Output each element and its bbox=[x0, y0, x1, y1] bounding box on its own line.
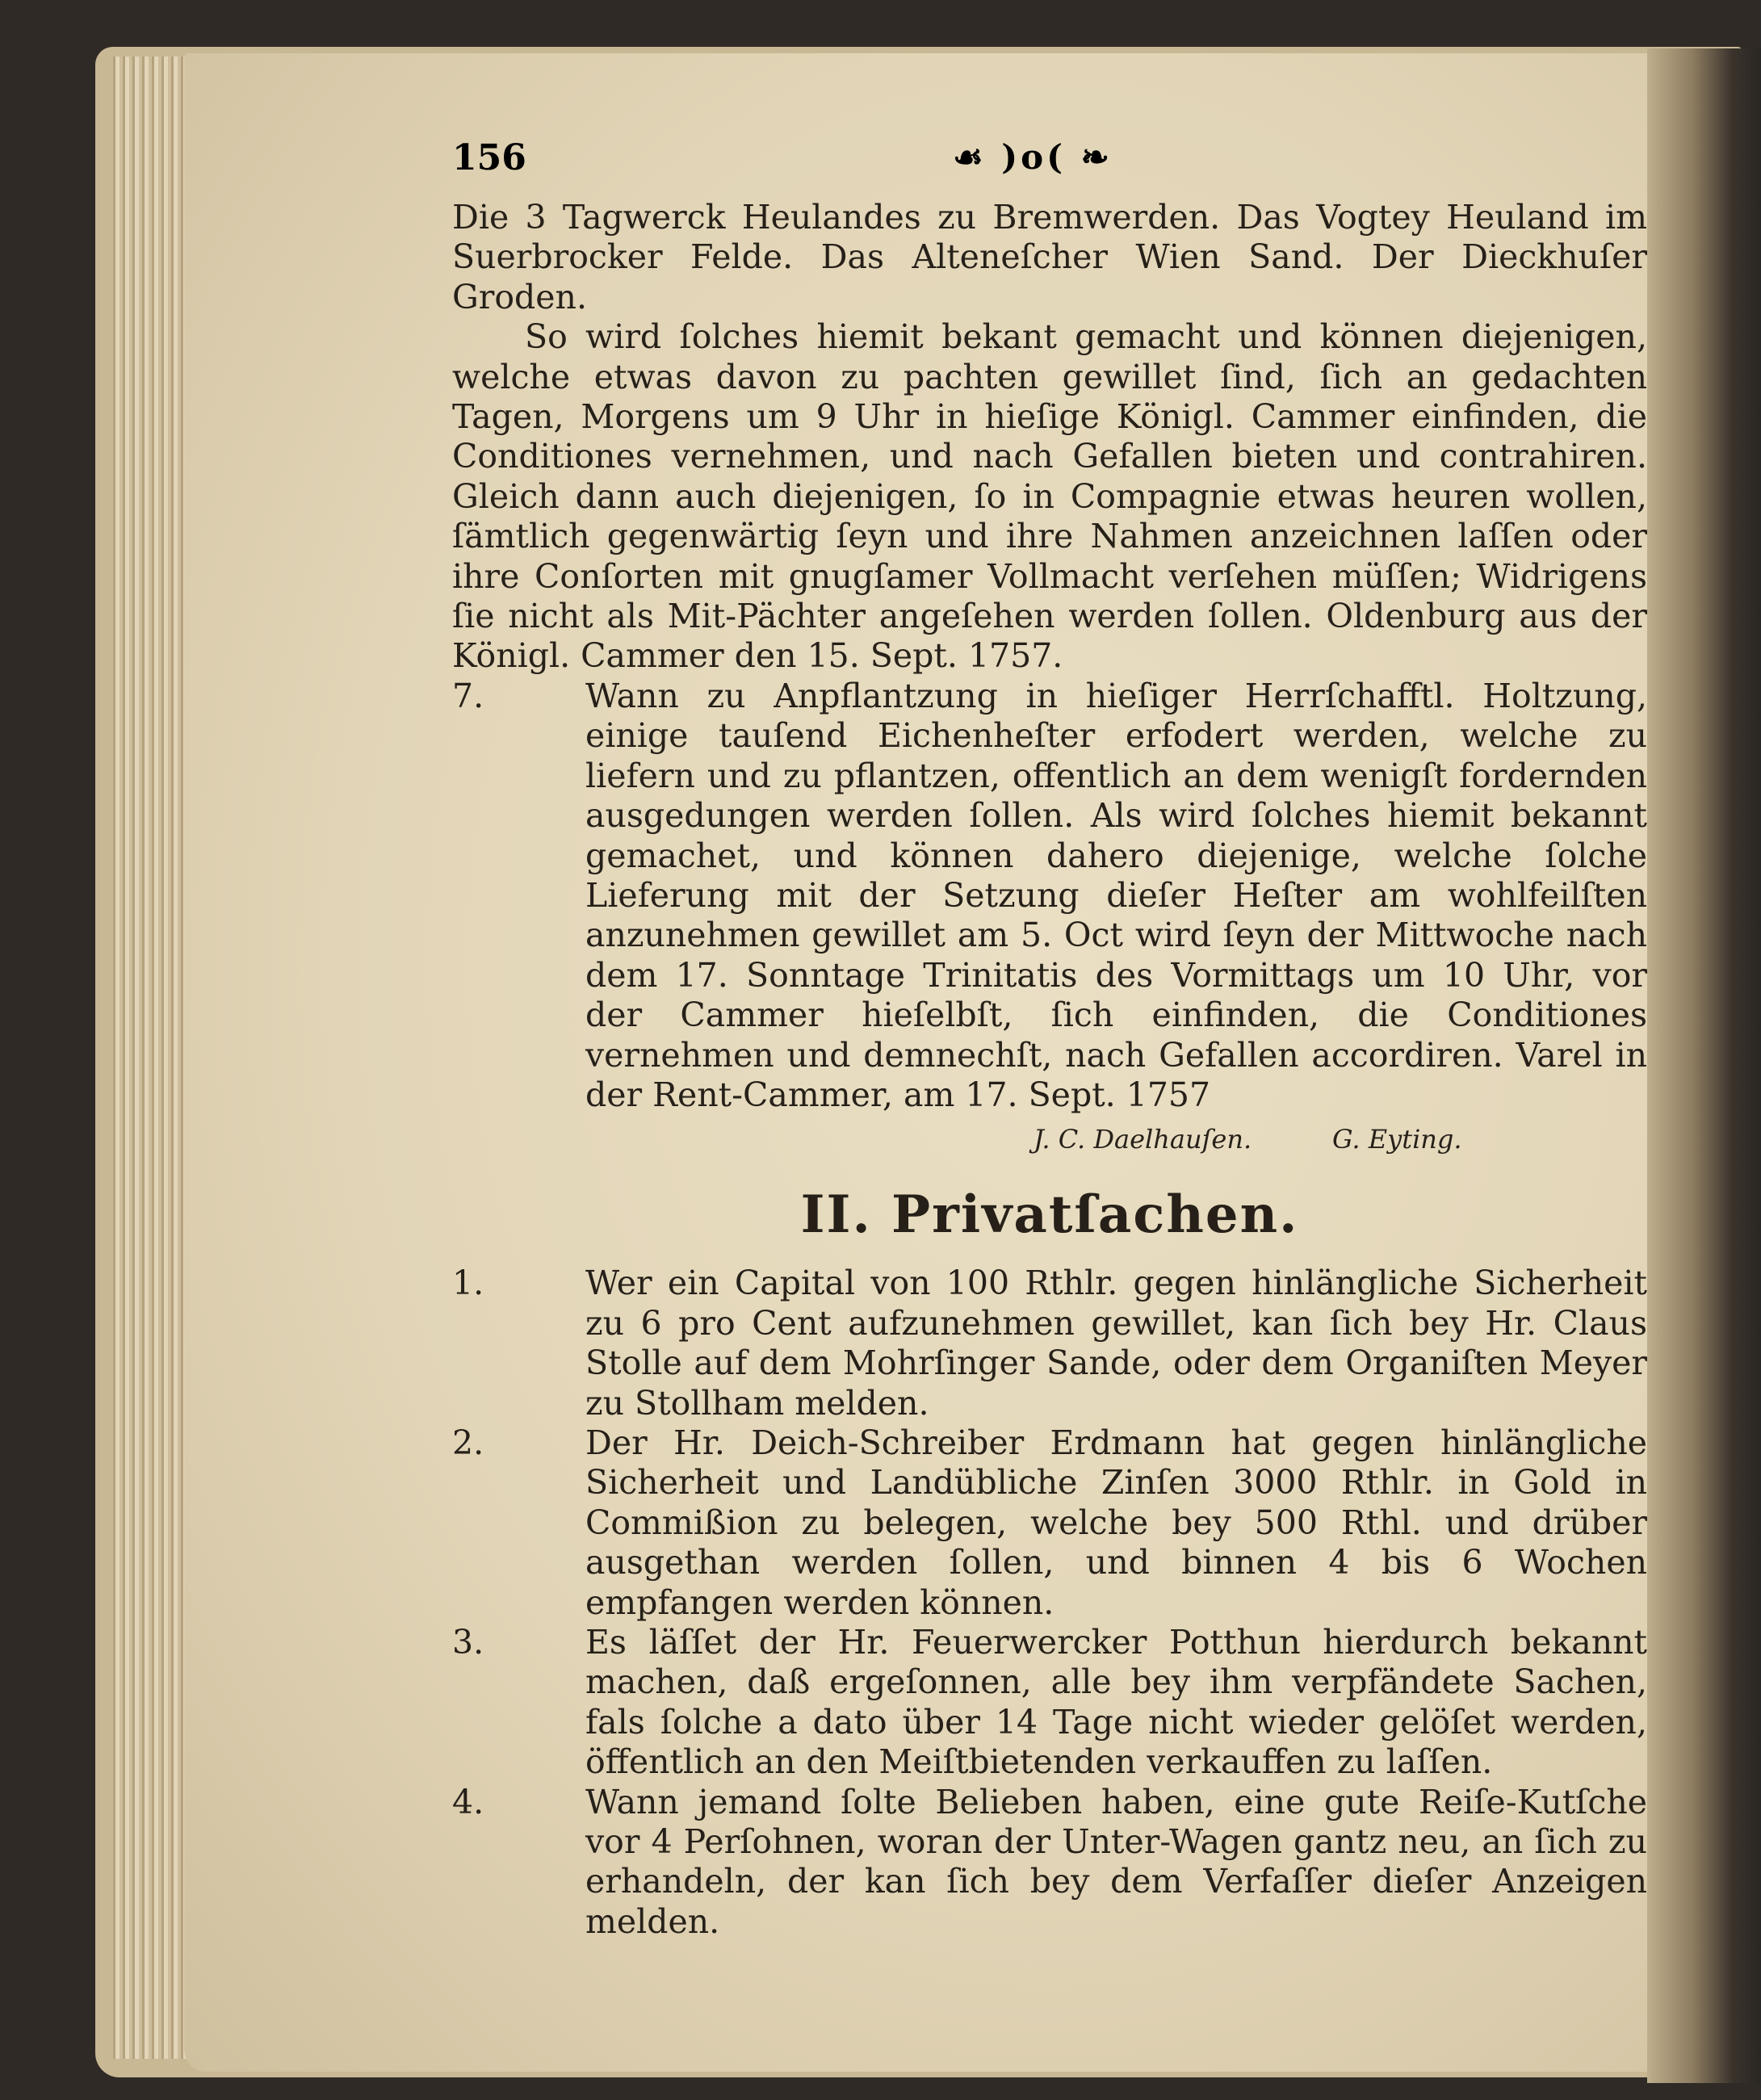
private-item bbox=[452, 1783, 1647, 1943]
private-item bbox=[452, 1264, 1647, 1423]
item-number: 3. bbox=[452, 1623, 484, 1662]
public-notice-item-7 bbox=[452, 677, 1647, 1115]
notice-lands-list: Die 3 Tagwerck Heulandes zu Bremwerden. Das Vogtey Heuland im Suerbrocker Felde. Das Alteneſcher Wien Sand. Der Dieckhuſer Groden. bbox=[452, 198, 1647, 316]
item-text: Wann jemand ſolte Belieben haben, eine gute Reiſe-Kutſche vor 4 Perſohnen, woran der Unter-Wagen gantz neu, an ſich zu erhandeln, der kan ſich bey dem Verfaſſer dieſer Anzeigen melden. bbox=[585, 1782, 1647, 1941]
item-text: Wer ein Capital von 100 Rthlr. gegen hinlängliche Sicherheit zu 6 pro Cent aufzunehmen gewillet, kan ſich bey Hr. Claus Stolle auf dem Mohrſinger Sande, oder dem Organiſten Meyer zu Stollham melden. bbox=[585, 1264, 1647, 1423]
header-ornament: ☙ )o( ❧ bbox=[953, 137, 1113, 177]
item-number: 1. bbox=[452, 1264, 484, 1303]
text-body bbox=[452, 198, 1647, 1942]
page-content bbox=[452, 137, 1647, 1941]
private-item bbox=[452, 1423, 1647, 1623]
item-text: Es läſſet der Hr. Feuerwercker Potthun hierdurch bekannt machen, daß ergeſonnen, alle bey ihm verpfändete Sachen, fals ſolche a dato über 14 Tage nicht wieder gelöſet werden, öffentlich an den Meiſtbietenden verkauffen zu laſſen. bbox=[585, 1623, 1647, 1782]
item-number: 4. bbox=[452, 1782, 484, 1821]
signer-daelhausen: J. C. Daelhauſen. bbox=[1034, 1124, 1252, 1155]
item-number: 2. bbox=[452, 1423, 484, 1462]
item-text: Der Hr. Deich-Schreiber Erdmann hat gegen hinlängliche Sicherheit und Landübliche Zinſen 3000 Rthlr. in Gold in Commißion zu belegen, welche bey 500 Rthl. und drüber ausgethan werden ſollen, und binnen 4 bis 6 Wochen empfangen werden können. bbox=[585, 1423, 1647, 1622]
private-item bbox=[452, 1623, 1647, 1783]
notice-paragraph: So wird ſolches hiemit bekant gemacht und können diejenigen, welche etwas davon zu pachten gewillet ſind, ſich an gedachten Tagen, Morgens um 9 Uhr in hieſige Königl. Cammer einfinden, die Conditiones vernehmen, und nach Gefallen bieten und contrahiren. Gleich dann auch diejenigen, ſo in Compagnie etwas heuren wollen, ſämtlich gegenwärtig ſeyn und ihre Nahmen anzeichnen laſſen oder ihre Conſorten mit gnugſamer Vollmacht verſehen müſſen; Widrigens ſie nicht als Mit-Pächter angeſehen werden ſollen. Oldenburg aus der Königl. Cammer den 15. Sept. 1757. bbox=[452, 317, 1647, 676]
book-gutter bbox=[1647, 48, 1761, 2083]
signatories bbox=[452, 1115, 1647, 1155]
page-number: 156 bbox=[452, 137, 526, 178]
section-heading: II. Privatſachen. bbox=[800, 1184, 1299, 1246]
signer-eyting: G. Eyting. bbox=[1332, 1124, 1462, 1155]
item-number: 7. bbox=[452, 676, 484, 715]
item-text: Wann zu Anpflantzung in hieſiger Herrſchafftl. Holtzung, einige tauſend Eichenheſter erfodert werden, welche zu liefern und zu pflantzen, offentlich an dem wenigſt fordernden ausgedungen werden ſollen. Als wird ſolches hiemit bekannt gemachet, und können dahero diejenige, welche ſolche Lieferung mit der Setzung dieſer Heſter am wohlfeilſten anzunehmen gewillet am 5. Oct wird ſeyn der Mittwoche nach dem 17. Sonntage Trinitatis des Vormittags um 10 Uhr, vor der Cammer hieſelbſt, ſich einfinden, die Conditiones vernehmen und demnechſt, nach Gefallen accordiren. Varel in der Rent-Cammer, am 17. Sept. 1757 bbox=[585, 676, 1647, 1114]
